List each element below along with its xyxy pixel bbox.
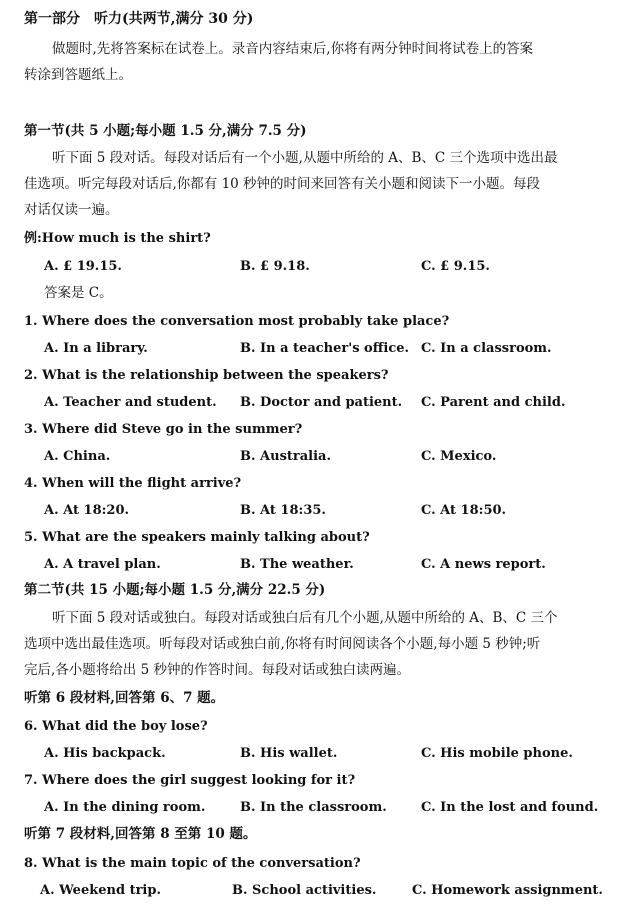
question-1: 1. Where does the conversation most probably take place?	[24, 314, 450, 329]
question-2-option-a: A. Teacher and student.	[44, 395, 217, 410]
material-7-heading: 听第 7 段材料,回答第 8 至第 10 题。	[24, 826, 257, 842]
question-6-option-b: B. His wallet.	[240, 746, 338, 761]
question-1-option-b: B. In a teacher's office.	[240, 341, 410, 356]
part1-title: 第一部分 听力(共两节,满分 30 分)	[24, 11, 254, 27]
part1-intro-line1: 做题时,先将答案标在试卷上。录音内容结束后,你将有两分钟时间将试卷上的答案	[52, 41, 534, 57]
question-4-option-a: A. At 18:20.	[44, 503, 130, 518]
question-5-option-c: C. A news report.	[421, 557, 546, 572]
question-5-option-a: A. A travel plan.	[44, 557, 161, 572]
question-1-option-a: A. In a library.	[44, 341, 148, 356]
part1-intro-line2: 转涂到答题纸上。	[24, 67, 132, 83]
question-5: 5. What are the speakers mainly talking about?	[24, 530, 370, 545]
section2-instruction-line2: 选项中选出最佳选项。听每段对话或独白前,你将有时间阅读各个小题,每小题 5 秒钟;听	[24, 636, 541, 652]
question-6: 6. What did the boy lose?	[24, 719, 208, 734]
question-7: 7. Where does the girl suggest looking for it?	[24, 773, 356, 788]
question-7-option-a: A. In the dining room.	[44, 800, 206, 815]
question-8-option-c: C. Homework assignment.	[412, 883, 603, 898]
section1-instruction-line2: 佳选项。听完每段对话后,你都有 10 秒钟的时间来回答有关小题和阅读下一小题。每段	[24, 176, 541, 192]
question-1-option-c: C. In a classroom.	[421, 341, 552, 356]
section2-instruction-line3: 完后,各小题将给出 5 秒钟的作答时间。每段对话或独白读两遍。	[24, 662, 410, 678]
section1-instruction-line3: 对话仅读一遍。	[24, 202, 119, 218]
question-4: 4. When will the flight arrive?	[24, 476, 242, 491]
question-8-option-b: B. School activities.	[232, 883, 377, 898]
example-option-c: C. £ 9.15.	[421, 259, 490, 274]
question-4-option-b: B. At 18:35.	[240, 503, 326, 518]
example-question: 例:How much is the shirt?	[24, 231, 211, 246]
material-6-heading: 听第 6 段材料,回答第 6、7 题。	[24, 690, 225, 706]
question-3-option-a: A. China.	[44, 449, 111, 464]
example-answer: 答案是 C。	[44, 285, 113, 301]
question-5-option-b: B. The weather.	[240, 557, 354, 572]
example-option-b: B. £ 9.18.	[240, 259, 310, 274]
question-6-option-c: C. His mobile phone.	[421, 746, 573, 761]
question-6-option-a: A. His backpack.	[44, 746, 166, 761]
question-3-option-c: C. Mexico.	[421, 449, 497, 464]
section1-instruction-line1: 听下面 5 段对话。每段对话后有一个小题,从题中所给的 A、B、C 三个选项中选出最	[52, 150, 558, 166]
section2-title: 第二节(共 15 小题;每小题 1.5 分,满分 22.5 分)	[24, 582, 326, 598]
question-4-option-c: C. At 18:50.	[421, 503, 507, 518]
question-2-option-b: B. Doctor and patient.	[240, 395, 403, 410]
question-2-option-c: C. Parent and child.	[421, 395, 566, 410]
question-2: 2. What is the relationship between the speakers?	[24, 368, 389, 383]
question-3-option-b: B. Australia.	[240, 449, 331, 464]
question-3: 3. Where did Steve go in the summer?	[24, 422, 303, 437]
question-8: 8. What is the main topic of the conversation?	[24, 856, 361, 871]
question-7-option-c: C. In the lost and found.	[421, 800, 599, 815]
section2-instruction-line1: 听下面 5 段对话或独白。每段对话或独白后有几个小题,从题中所给的 A、B、C 三个	[52, 610, 558, 626]
question-7-option-b: B. In the classroom.	[240, 800, 387, 815]
question-8-option-a: A. Weekend trip.	[40, 883, 161, 898]
section1-title: 第一节(共 5 小题;每小题 1.5 分,满分 7.5 分)	[24, 123, 307, 139]
example-option-a: A. £ 19.15.	[44, 259, 122, 274]
